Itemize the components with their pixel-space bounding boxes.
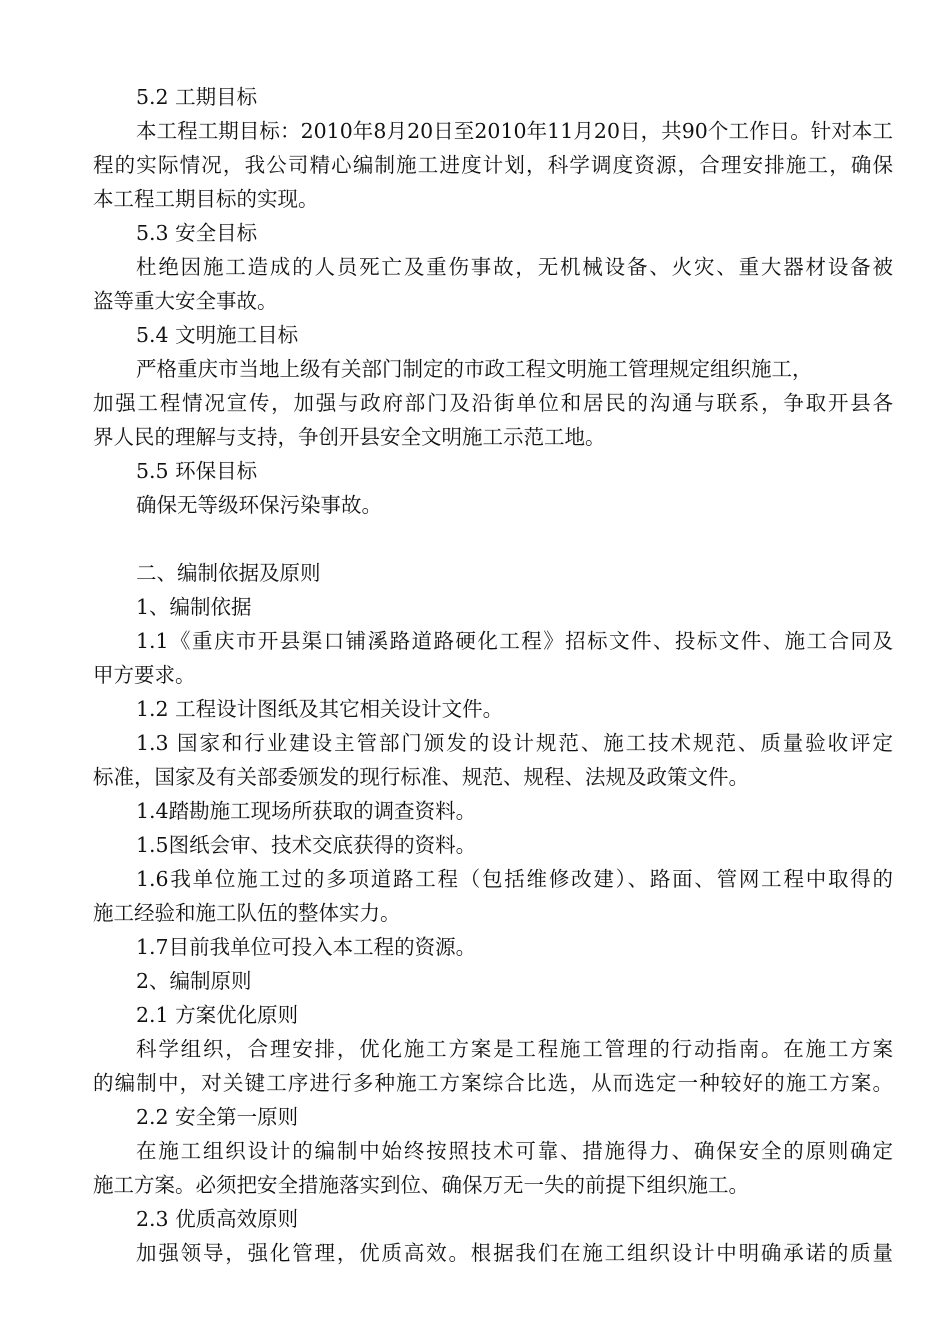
paragraph-line: 1.7目前我单位可投入本工程的资源。 — [136, 935, 477, 959]
section-heading-5-5: 5.5 环保目标 — [136, 459, 258, 483]
paragraph-line: 1.4踏勘施工现场所获取的调查资料。 — [136, 799, 477, 823]
chapter-heading-2: 二、编制依据及原则 — [136, 561, 321, 585]
paragraph-line: 确保无等级环保污染事故。 — [136, 493, 382, 517]
section-heading-5-2: 5.2 工期目标 — [136, 85, 258, 109]
blank-line — [93, 522, 893, 556]
paragraph-line: 的编制中，对关键工序进行多种施工方案综合比选，从而选定一种较好的施工方案。 — [93, 1071, 893, 1095]
section-heading-2-3: 2.3 优质高效原则 — [136, 1207, 299, 1231]
paragraph-line: 科学组织，合理安排，优化施工方案是工程施工管理的行动指南。在施工方案 — [136, 1037, 893, 1061]
paragraph-line: 杜绝因施工造成的人员死亡及重伤事故，无机械设备、火灾、重大器材设备被 — [136, 255, 893, 279]
section-heading-2-2: 2.2 安全第一原则 — [136, 1105, 299, 1129]
paragraph-line: 盗等重大安全事故。 — [93, 289, 278, 313]
paragraph-line: 1.6我单位施工过的多项道路工程（包括维修改建）、路面、管网工程中取得的 — [136, 867, 893, 891]
section-heading-2: 2、编制原则 — [136, 969, 252, 993]
paragraph-line: 甲方要求。 — [93, 663, 196, 687]
paragraph-line: 严格重庆市当地上级有关部门制定的市政工程文明施工管理规定组织施工， — [136, 357, 813, 381]
paragraph-line: 程的实际情况，我公司精心编制施工进度计划，科学调度资源，合理安排施工，确保 — [93, 153, 893, 177]
section-heading-5-4: 5.4 文明施工目标 — [136, 323, 299, 347]
paragraph-line: 1.5图纸会审、技术交底获得的资料。 — [136, 833, 477, 857]
section-heading-1: 1、编制依据 — [136, 595, 252, 619]
section-heading-2-1: 2.1 方案优化原则 — [136, 1003, 299, 1027]
paragraph-line: 1.2 工程设计图纸及其它相关设计文件。 — [136, 697, 504, 721]
paragraph-line: 施工方案。必须把安全措施落实到位、确保万无一失的前提下组织施工。 — [93, 1173, 749, 1197]
paragraph-line: 本工程工期目标：2010年8月20日至2010年11月20日，共90个工作日。针对本工 — [136, 119, 893, 143]
paragraph-line: 标准，国家及有关部委颁发的现行标准、规范、规程、法规及政策文件。 — [93, 765, 749, 789]
paragraph-line: 界人民的理解与支持，争创开县安全文明施工示范工地。 — [93, 425, 606, 449]
paragraph-line: 施工经验和施工队伍的整体实力。 — [93, 901, 401, 925]
paragraph-line: 在施工组织设计的编制中始终按照技术可靠、措施得力、确保安全的原则确定 — [136, 1139, 893, 1163]
paragraph-line: 加强工程情况宣传，加强与政府部门及沿街单位和居民的沟通与联系，争取开县各 — [93, 391, 893, 415]
paragraph-line: 加强领导，强化管理，优质高效。根据我们在施工组织设计中明确承诺的质量 — [136, 1241, 893, 1265]
paragraph-line: 1.3 国家和行业建设主管部门颁发的设计规范、施工技术规范、质量验收评定 — [136, 731, 893, 755]
section-heading-5-3: 5.3 安全目标 — [136, 221, 258, 245]
paragraph-line: 1.1《重庆市开县渠口铺溪路道路硬化工程》招标文件、投标文件、施工合同及 — [136, 629, 893, 653]
paragraph-line: 本工程工期目标的实现。 — [93, 187, 319, 211]
document-body — [93, 80, 893, 1270]
